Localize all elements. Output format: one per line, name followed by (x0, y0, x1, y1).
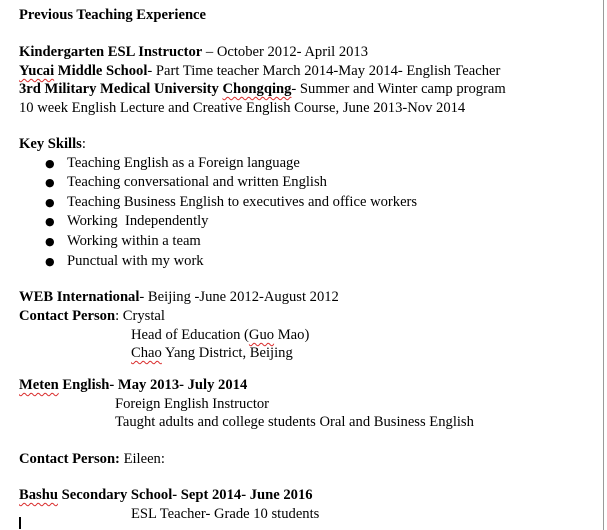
web-address (131, 344, 293, 362)
bashu-role: ESL Teacher- Grade 10 students (131, 506, 320, 522)
skills-heading (19, 135, 86, 153)
military-detail: - Summer and Winter camp program (291, 81, 506, 97)
skill-item: Working Independently (67, 213, 209, 229)
skill-item: Teaching English as a Foreign language (67, 155, 300, 171)
military-city: Chongqing (222, 81, 292, 97)
meten-role: Foreign English Instructor (115, 396, 270, 412)
military-entry (19, 80, 506, 98)
text-cursor (19, 517, 21, 529)
lecture-entry: 10 week English Lecture and Creative English Course, June 2013-Nov 2014 (19, 100, 466, 116)
meten-name-rest: English- May 2013- July 2014 (58, 377, 248, 393)
military-school: 3rd Military Medical University (19, 81, 223, 97)
bullet-icon: ● (45, 215, 55, 228)
web-contact (19, 307, 165, 325)
meten-name: Meten (19, 377, 59, 393)
skill-item: Punctual with my work (67, 253, 204, 269)
bullet-icon: ● (45, 157, 55, 170)
meten-contact-name: Eileen: (119, 451, 165, 467)
web-location: - Beijing -June 2012-August 2012 (139, 289, 339, 305)
yucai-school-rest: Middle School (54, 63, 148, 79)
bashu-name: Bashu (19, 487, 58, 503)
meten-entry (19, 376, 247, 394)
web-contact-title-name: Guo (248, 327, 275, 343)
bullet-icon: ● (45, 176, 55, 189)
meten-contact-label: Contact Person: (19, 451, 120, 467)
kindergarten-dates: – October 2012- April 2013 (202, 44, 369, 60)
bullet-icon: ● (45, 196, 55, 209)
yucai-entry (19, 62, 500, 80)
bashu-name-rest: Secondary School- Sept 2014- June 2016 (57, 487, 313, 503)
kindergarten-entry (19, 43, 368, 61)
bullet-icon: ● (45, 255, 55, 268)
skill-item: Teaching Business English to executives and office workers (67, 194, 418, 210)
web-address-name: Chao (131, 345, 162, 361)
skills-heading-colon: : (81, 136, 86, 152)
skill-item: Working within a team (67, 233, 201, 249)
bullet-icon: ● (45, 235, 55, 248)
page-edge-divider (603, 0, 604, 530)
web-contact-title-post: Mao) (274, 327, 310, 343)
skills-heading-label: Key Skills (19, 136, 82, 152)
kindergarten-role: Kindergarten ESL Instructor (19, 44, 203, 60)
web-entry (19, 288, 339, 306)
meten-description: Taught adults and college students Oral and Business English (115, 414, 474, 430)
meten-contact (19, 450, 165, 468)
web-address-rest: Yang District, Beijing (161, 345, 293, 361)
web-contact-title (131, 326, 309, 344)
web-contact-name: : Crystal (115, 308, 165, 324)
yucai-detail: - Part Time teacher March 2014-May 2014- English Teacher (147, 63, 501, 79)
web-contact-title-pre: Head of Education ( (131, 327, 249, 343)
skill-item: Teaching conversational and written English (67, 174, 327, 190)
web-contact-label: Contact Person (19, 308, 116, 324)
section-title: Previous Teaching Experience (19, 7, 207, 23)
web-name: WEB International (19, 289, 140, 305)
yucai-school-name: Yucai (19, 63, 55, 79)
bashu-entry (19, 486, 313, 504)
